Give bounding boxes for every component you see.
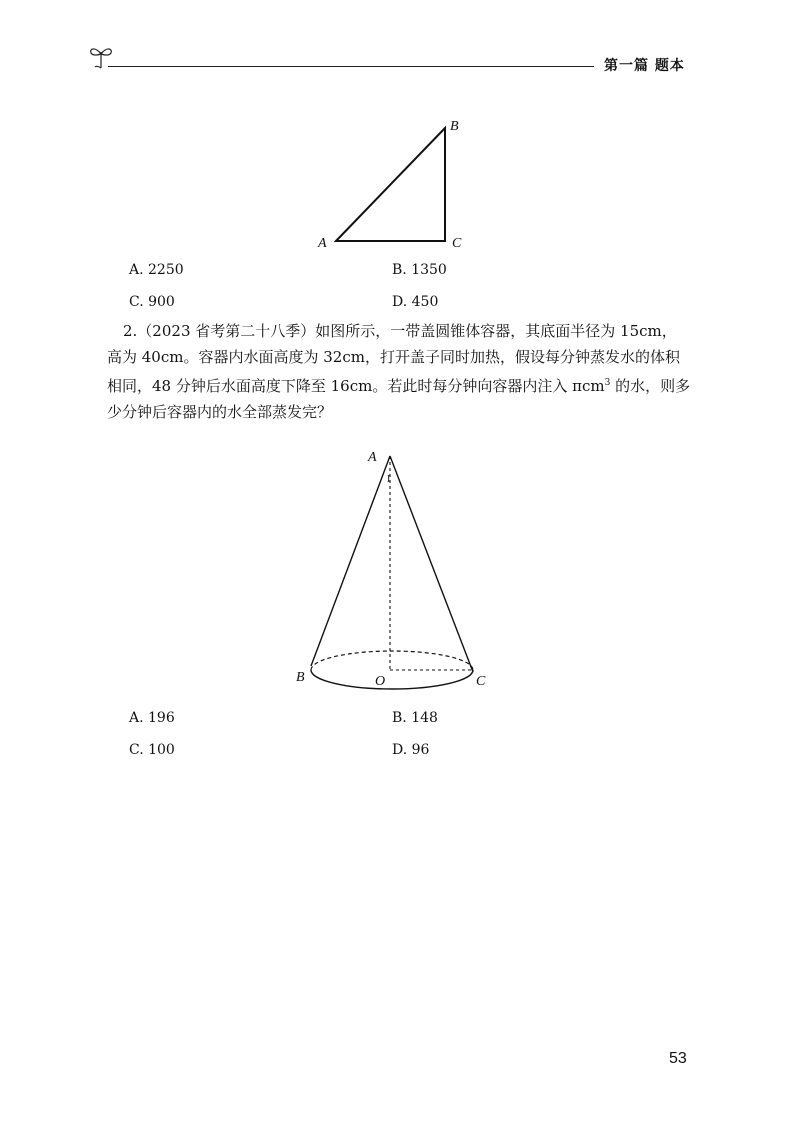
q2-line-3-sup: 3 xyxy=(604,378,611,388)
q2-option-d[interactable]: D. 96 xyxy=(392,742,430,758)
q2-line-3-b: 的水，则多 xyxy=(610,377,691,395)
question-2-text xyxy=(107,318,707,425)
q2-line-2: 高为 40cm。容器内水面高度为 32cm，打开盖子同时加热，假设每分钟蒸发水的体积 xyxy=(107,348,680,366)
q2-line-3-a: 相同，48 分钟后水面高度下降至 16cm。若此时每分钟向容器内注入 πcm xyxy=(107,377,605,395)
header-rule xyxy=(108,66,594,67)
q1-option-c[interactable]: C. 900 xyxy=(129,294,175,310)
cone-figure xyxy=(280,440,510,700)
label-c: C xyxy=(476,674,486,689)
label-c: C xyxy=(452,236,462,251)
q2-option-a[interactable]: A. 196 xyxy=(129,710,175,726)
label-a: A xyxy=(318,236,327,251)
q2-option-c[interactable]: C. 100 xyxy=(129,742,175,758)
label-mark-i: I xyxy=(387,474,391,485)
q1-option-b[interactable]: B. 1350 xyxy=(392,262,447,278)
q2-line-3 xyxy=(107,370,707,399)
label-o: O xyxy=(375,674,386,689)
triangle-figure xyxy=(300,110,490,260)
q2-line-1: 2.（2023 省考第二十八季）如图所示，一带盖圆锥体容器，其底面半径为 15cm， xyxy=(123,322,677,340)
label-apex-a: A xyxy=(368,450,377,465)
q2-option-b[interactable]: B. 148 xyxy=(392,710,438,726)
q1-option-d[interactable]: D. 450 xyxy=(392,294,439,310)
q1-option-a[interactable]: A. 2250 xyxy=(129,262,184,278)
page-number: 53 xyxy=(669,1050,687,1067)
label-b: B xyxy=(296,670,305,685)
header-title: 第一篇 题本 xyxy=(604,58,685,74)
label-b: B xyxy=(450,119,459,134)
q2-line-4: 少分钟后容器内的水全部蒸发完？ xyxy=(107,403,333,421)
